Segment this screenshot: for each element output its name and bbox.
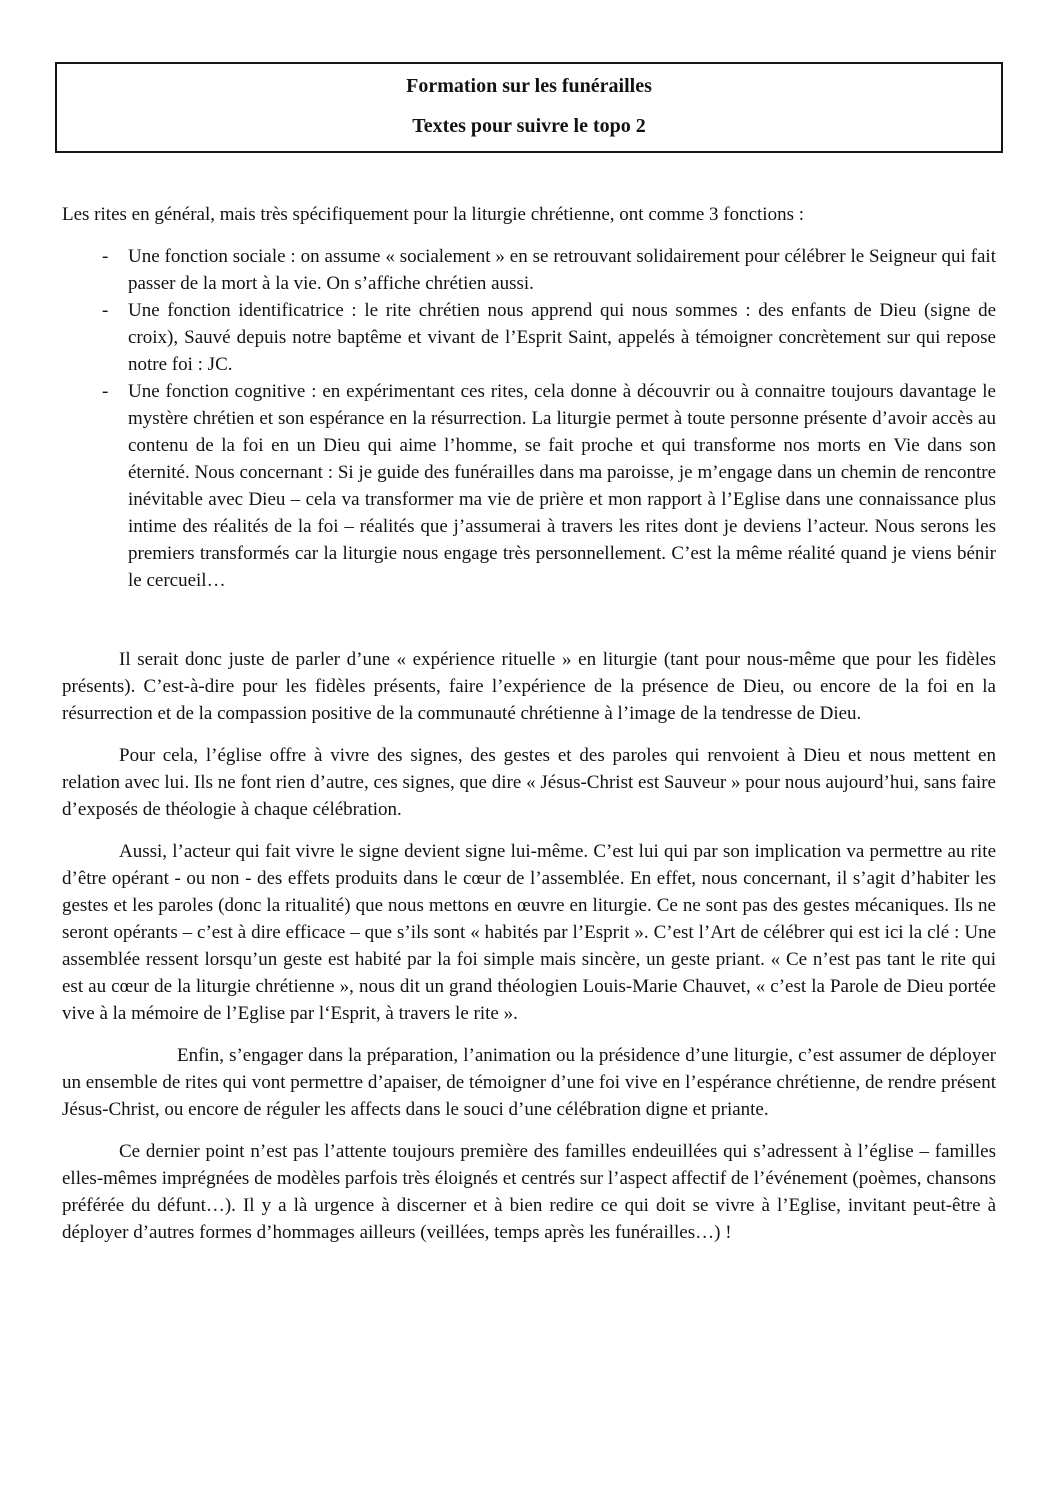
- functions-list: [62, 243, 996, 594]
- intro-paragraph: Les rites en général, mais très spécifiquement pour la liturgie chrétienne, ont comme 3 fonctions :: [62, 204, 805, 225]
- body-paragraph: Ce dernier point n’est pas l’attente toujours première des familles endeuillées qui s’adressent à l’église – familles elles-mêmes imprégnées de modèles parfois très éloignés et centrés sur l’aspect affectif de l’événement (poèmes, chansons préférée du défunt…). Il y a là urgence à discerner et à bien redire ce qui doit se vivre à l’Eglise, invitant peut-être à déployer d’autres formes d’hommages ailleurs (veillées, temps après les funérailles…) !: [62, 1141, 996, 1243]
- list-item: - Une fonction identificatrice : le rite chrétien nous apprend qui nous sommes : des enfants de Dieu (signe de croix), Sauvé depuis notre baptême et vivant de l’Esprit Saint, appelés à témoigner concrètement sur qui repose notre foi : JC.: [62, 297, 996, 378]
- list-item: - Une fonction sociale : on assume « socialement » en se retrouvant solidairement pour célébrer le Seigneur qui fait passer de la mort à la vie. On s’affiche chrétien aussi.: [62, 243, 996, 297]
- body-paragraph: Il serait donc juste de parler d’une « expérience rituelle » en liturgie (tant pour nous-même que pour les fidèles présents). C’est-à-dire pour les fidèles présents, faire l’expérience de la présence de Dieu, ou encore de la foi en la résurrection et de la compassion positive de la communauté chrétienne à l’image de la tendresse de Dieu.: [62, 649, 996, 724]
- body-paragraph: Pour cela, l’église offre à vivre des signes, des gestes et des paroles qui renvoient à Dieu et nous mettent en relation avec lui. Ils ne font rien d’autre, ces signes, que dire « Jésus-Christ est Sauveur » pour nous aujourd’hui, sans faire d’exposés de théologie à chaque célébration.: [62, 745, 996, 820]
- body-paragraph: Enfin, s’engager dans la préparation, l’animation ou la présidence d’une liturgie, c’est assumer de déployer un ensemble de rites qui vont permettre d’apaiser, de témoigner d’une foi vive en l’espérance chrétienne, de rendre présent Jésus-Christ, ou encore de réguler les affects dans le souci d’une célébration digne et priante.: [62, 1045, 996, 1120]
- list-item: - Une fonction cognitive : en expérimentant ces rites, cela donne à découvrir ou à connaitre toujours davantage le mystère chrétien et son espérance en la résurrection. La liturgie permet à toute personne présente d’avoir accès au contenu de la foi en un Dieu qui aime l’homme, se fait proche et qui transforme nos morts en Vie dans son éternité. Nous concernant : Si je guide des funérailles dans ma paroisse, je m’engage dans un chemin de rencontre inévitable avec Dieu – cela va transformer ma vie de prière et mon rapport à l’Eglise dans une connaissance plus intime des réalités de la foi – réalités que j’assumerai à travers les rites dont je deviens l’acteur. Nous serons les premiers transformés car la liturgie nous engage très personnellement. C’est la même réalité quand je viens bénir le cercueil…: [62, 378, 996, 594]
- document-title: Formation sur les funérailles: [406, 75, 652, 97]
- body-paragraphs: [62, 646, 996, 1246]
- document-subtitle: Textes pour suivre le topo 2: [412, 115, 646, 137]
- title-box: [55, 62, 1003, 153]
- body-paragraph: Aussi, l’acteur qui fait vivre le signe devient signe lui-même. C’est lui qui par son implication va permettre au rite d’être opérant - ou non - des effets produits dans le cœur de l’assemblée. En effet, nous concernant, il s’agit d’habiter les gestes et les paroles (donc la ritualité) que nous mettons en œuvre en liturgie. Ce ne sont pas des gestes mécaniques. Ils ne seront opérants – c’est à dire efficace – que s’ils sont « habités par l’Esprit ». C’est l’Art de célébrer qui est ici la clé : Une assemblée ressent lorsqu’un geste est habité par la foi simple mais sincère, un geste priant. « Ce n’est pas tant le rite qui est au cœur de la liturgie chrétienne », nous dit un grand théologien Louis-Marie Chauvet, « c’est la Parole de Dieu portée vive à la mémoire de l’Eglise par l‘Esprit, à travers le rite ».: [62, 841, 996, 1024]
